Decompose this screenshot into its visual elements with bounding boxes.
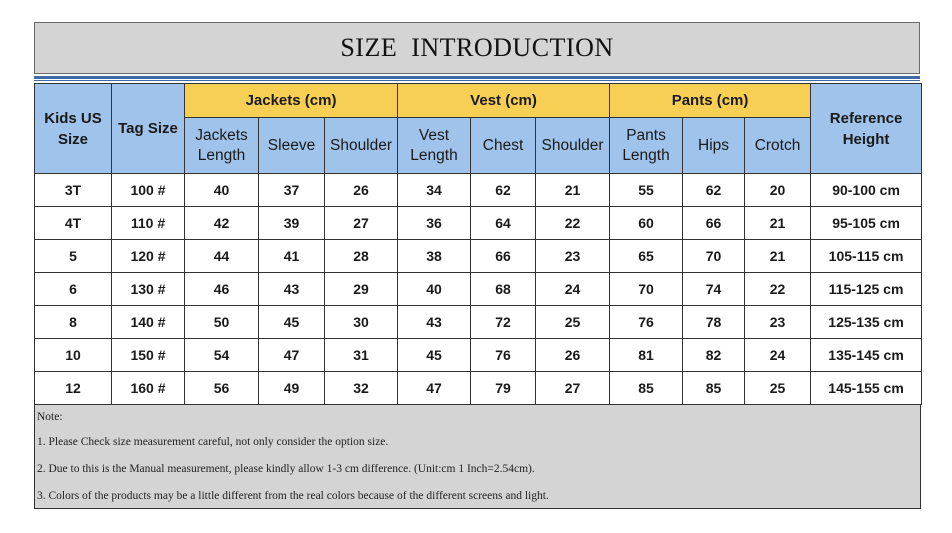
cell-sleeve: 45 <box>259 306 325 339</box>
cell-hips: 82 <box>683 339 745 372</box>
title-divider-thin <box>34 80 920 81</box>
cell-crotch: 25 <box>745 372 811 405</box>
cell-reference-height: 95-105 cm <box>811 207 922 240</box>
cell-vest-length: 45 <box>398 339 471 372</box>
cell-pants-length: 76 <box>610 306 683 339</box>
cell-hips: 70 <box>683 240 745 273</box>
cell-crotch: 21 <box>745 240 811 273</box>
header-kids-us-size: Kids US Size <box>35 84 112 174</box>
cell-hips: 74 <box>683 273 745 306</box>
page-title: SIZE INTRODUCTION <box>340 33 614 62</box>
cell-jackets-length: 54 <box>185 339 259 372</box>
cell-vest-length: 36 <box>398 207 471 240</box>
header-hips: Hips <box>683 118 745 174</box>
cell-pants-length: 60 <box>610 207 683 240</box>
header-reference-height: Reference Height <box>811 84 922 174</box>
header-sleeve: Sleeve <box>259 118 325 174</box>
note-line-3: 3. Colors of the products may be a little different from the real colors because of the different screens and light. <box>37 490 549 502</box>
table-row <box>35 207 922 240</box>
cell-tag-size: 160 # <box>112 372 185 405</box>
title-divider <box>34 76 920 79</box>
cell-tag-size: 150 # <box>112 339 185 372</box>
header-jackets: Jackets (cm) <box>185 84 398 118</box>
cell-vest-length: 38 <box>398 240 471 273</box>
cell-jackets-shoulder: 31 <box>325 339 398 372</box>
cell-jackets-length: 40 <box>185 174 259 207</box>
cell-sleeve: 41 <box>259 240 325 273</box>
cell-reference-height: 90-100 cm <box>811 174 922 207</box>
cell-chest: 62 <box>471 174 536 207</box>
header-jackets-length: Jackets Length <box>185 118 259 174</box>
table-row <box>35 372 922 405</box>
cell-tag-size: 120 # <box>112 240 185 273</box>
cell-vest-shoulder: 26 <box>536 339 610 372</box>
cell-reference-height: 125-135 cm <box>811 306 922 339</box>
size-chart-table <box>34 83 922 405</box>
header-vest-shoulder: Shoulder <box>536 118 610 174</box>
cell-jackets-length: 44 <box>185 240 259 273</box>
cell-chest: 72 <box>471 306 536 339</box>
cell-sleeve: 47 <box>259 339 325 372</box>
cell-sleeve: 49 <box>259 372 325 405</box>
header-chest: Chest <box>471 118 536 174</box>
header-tag-size: Tag Size <box>112 84 185 174</box>
cell-kids-us-size: 5 <box>35 240 112 273</box>
cell-vest-shoulder: 24 <box>536 273 610 306</box>
cell-reference-height: 135-145 cm <box>811 339 922 372</box>
cell-vest-length: 47 <box>398 372 471 405</box>
cell-crotch: 20 <box>745 174 811 207</box>
cell-kids-us-size: 3T <box>35 174 112 207</box>
cell-reference-height: 145-155 cm <box>811 372 922 405</box>
cell-jackets-shoulder: 30 <box>325 306 398 339</box>
table-row <box>35 240 922 273</box>
cell-reference-height: 115-125 cm <box>811 273 922 306</box>
cell-pants-length: 65 <box>610 240 683 273</box>
cell-chest: 68 <box>471 273 536 306</box>
cell-sleeve: 39 <box>259 207 325 240</box>
cell-vest-shoulder: 22 <box>536 207 610 240</box>
cell-chest: 64 <box>471 207 536 240</box>
cell-vest-length: 43 <box>398 306 471 339</box>
cell-chest: 66 <box>471 240 536 273</box>
table-row <box>35 174 922 207</box>
cell-hips: 66 <box>683 207 745 240</box>
note-line-1: 1. Please Check size measurement careful, not only consider the option size. <box>37 436 389 448</box>
cell-jackets-shoulder: 27 <box>325 207 398 240</box>
cell-crotch: 22 <box>745 273 811 306</box>
header-vest: Vest (cm) <box>398 84 610 118</box>
note-label: Note: <box>37 411 63 423</box>
cell-kids-us-size: 10 <box>35 339 112 372</box>
cell-jackets-length: 46 <box>185 273 259 306</box>
header-jackets-shoulder: Shoulder <box>325 118 398 174</box>
cell-pants-length: 55 <box>610 174 683 207</box>
cell-vest-shoulder: 25 <box>536 306 610 339</box>
cell-jackets-shoulder: 26 <box>325 174 398 207</box>
cell-sleeve: 37 <box>259 174 325 207</box>
header-pants: Pants (cm) <box>610 84 811 118</box>
cell-jackets-shoulder: 28 <box>325 240 398 273</box>
header-pants-length: Pants Length <box>610 118 683 174</box>
cell-crotch: 21 <box>745 207 811 240</box>
cell-kids-us-size: 12 <box>35 372 112 405</box>
cell-hips: 85 <box>683 372 745 405</box>
cell-tag-size: 110 # <box>112 207 185 240</box>
table-row <box>35 339 922 372</box>
cell-pants-length: 81 <box>610 339 683 372</box>
cell-kids-us-size: 6 <box>35 273 112 306</box>
cell-jackets-shoulder: 32 <box>325 372 398 405</box>
cell-crotch: 23 <box>745 306 811 339</box>
cell-vest-length: 40 <box>398 273 471 306</box>
cell-pants-length: 70 <box>610 273 683 306</box>
cell-jackets-length: 42 <box>185 207 259 240</box>
notes-panel <box>34 405 921 509</box>
cell-hips: 62 <box>683 174 745 207</box>
cell-pants-length: 85 <box>610 372 683 405</box>
cell-vest-shoulder: 27 <box>536 372 610 405</box>
cell-vest-shoulder: 23 <box>536 240 610 273</box>
cell-tag-size: 130 # <box>112 273 185 306</box>
cell-jackets-shoulder: 29 <box>325 273 398 306</box>
cell-tag-size: 100 # <box>112 174 185 207</box>
title-banner <box>34 22 920 74</box>
cell-chest: 79 <box>471 372 536 405</box>
header-vest-length: Vest Length <box>398 118 471 174</box>
cell-jackets-length: 50 <box>185 306 259 339</box>
note-line-2: 2. Due to this is the Manual measurement, please kindly allow 1-3 cm difference. (Unit:cm 1 Inch=2.54cm). <box>37 463 535 475</box>
cell-kids-us-size: 8 <box>35 306 112 339</box>
cell-kids-us-size: 4T <box>35 207 112 240</box>
cell-tag-size: 140 # <box>112 306 185 339</box>
cell-vest-length: 34 <box>398 174 471 207</box>
cell-sleeve: 43 <box>259 273 325 306</box>
cell-crotch: 24 <box>745 339 811 372</box>
header-crotch: Crotch <box>745 118 811 174</box>
cell-reference-height: 105-115 cm <box>811 240 922 273</box>
cell-chest: 76 <box>471 339 536 372</box>
table-row <box>35 306 922 339</box>
cell-vest-shoulder: 21 <box>536 174 610 207</box>
cell-hips: 78 <box>683 306 745 339</box>
cell-jackets-length: 56 <box>185 372 259 405</box>
table-row <box>35 273 922 306</box>
